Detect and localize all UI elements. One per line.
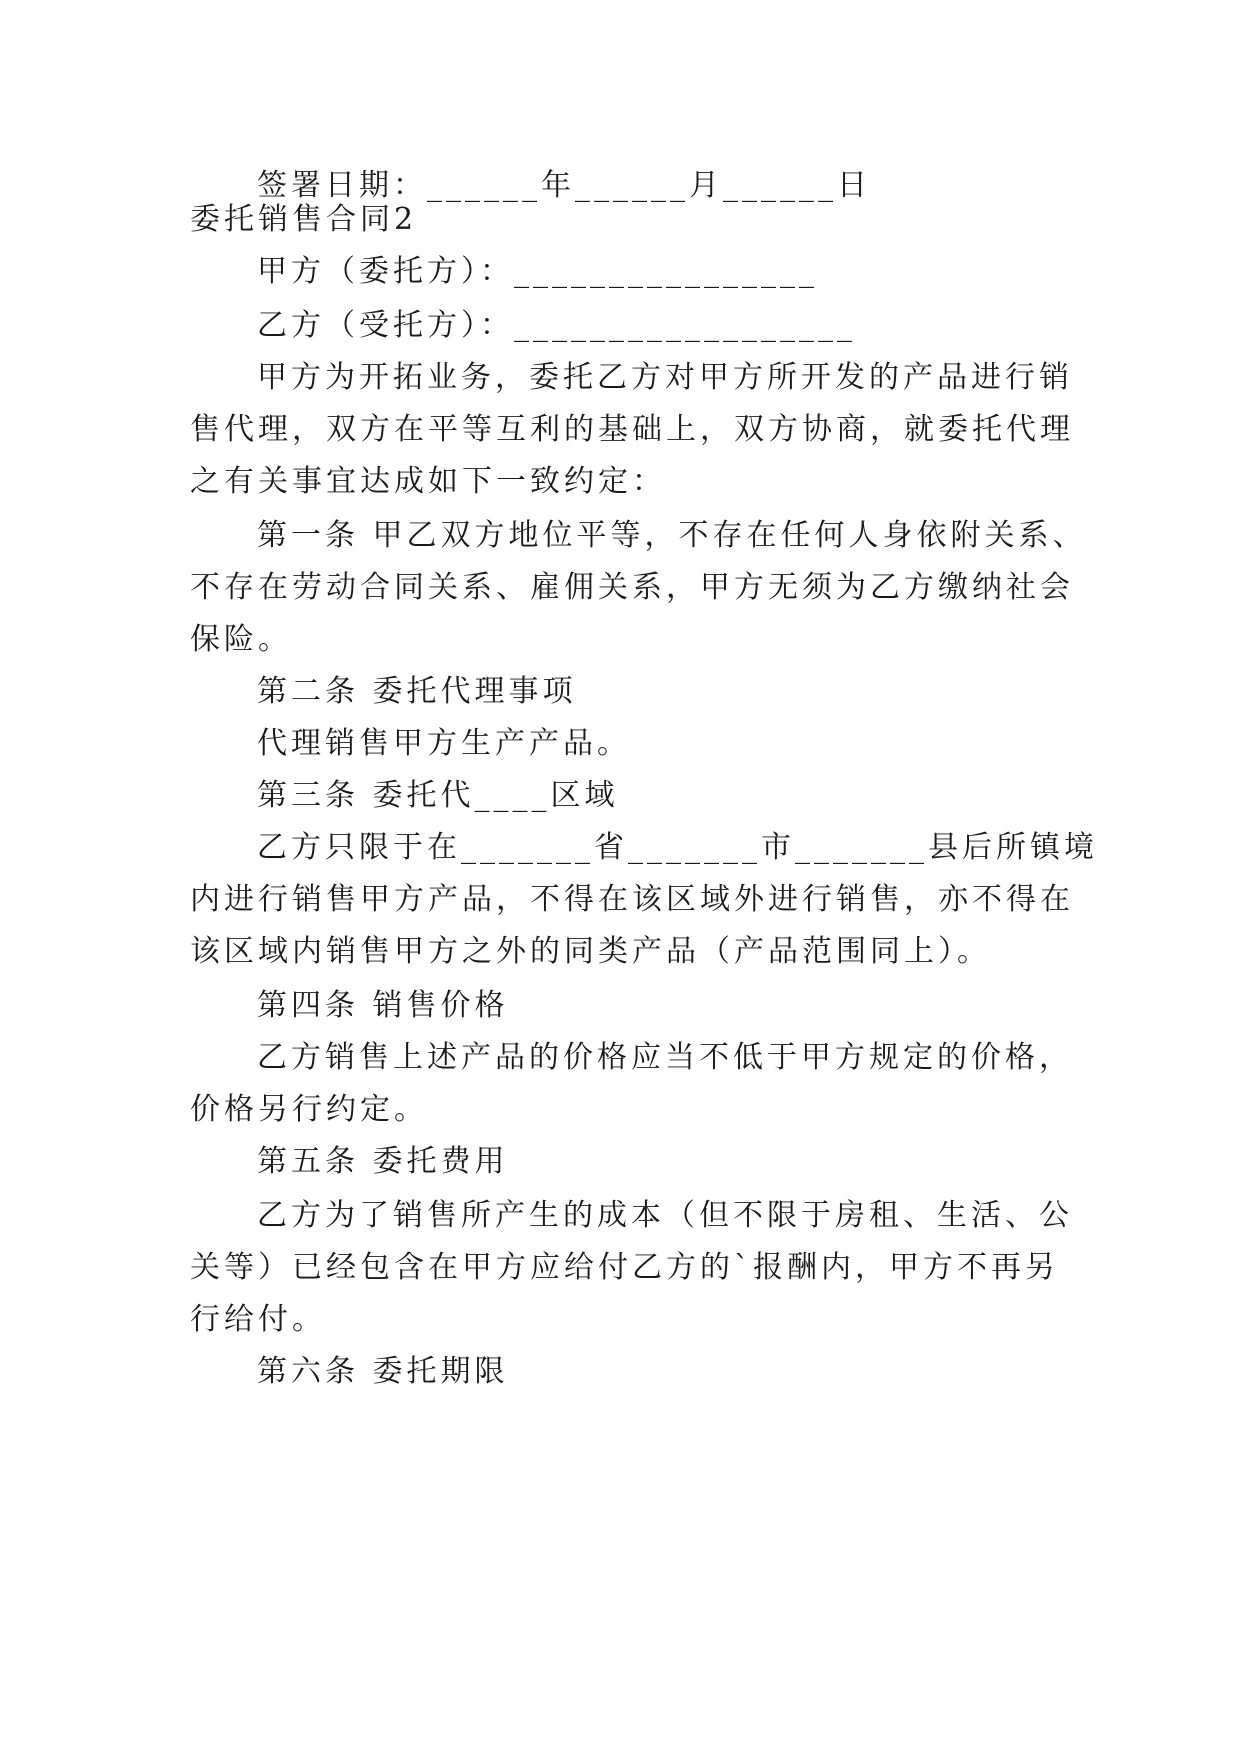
- preamble-line-3: 之有关事宜达成如下一致约定：: [190, 464, 666, 499]
- preamble-line-2: 售代理，双方在平等互利的基础上，双方协商，就委托代理: [190, 412, 1074, 447]
- article-3-heading: 第三条 委托代____区域: [257, 778, 619, 813]
- article-4-heading: 第四条 销售价格: [257, 988, 509, 1023]
- article-1-line-2: 不存在劳动合同关系、雇佣关系，甲方无须为乙方缴纳社会: [190, 570, 1074, 605]
- article-2-body: 代理销售甲方生产产品。: [257, 726, 631, 761]
- article-5-heading: 第五条 委托费用: [257, 1144, 509, 1179]
- article-5-line-2: 关等）已经包含在甲方应给付乙方的`报酬内，甲方不再另: [190, 1250, 1059, 1285]
- party-a-line: 甲方（委托方）：________________: [257, 254, 818, 289]
- article-6-heading: 第六条 委托期限: [257, 1354, 509, 1389]
- article-3-line-3: 该区域内销售甲方之外的同类产品（产品范围同上）。: [190, 934, 991, 969]
- preamble-line-1: 甲方为开拓业务，委托乙方对甲方所开发的产品进行销: [257, 360, 1073, 395]
- signing-date-line: 签署日期：______年______月______日: [257, 168, 871, 203]
- article-3-line-1: 乙方只限于在_______省_______市_______县后所镇境: [257, 830, 1098, 865]
- article-1-line-1: 第一条 甲乙双方地位平等，不存在任何人身依附关系、: [257, 518, 1087, 553]
- article-5-line-3: 行给付。: [190, 1302, 326, 1337]
- article-1-line-3: 保险。: [190, 622, 292, 657]
- article-4-line-2: 价格另行约定。: [190, 1092, 428, 1127]
- article-2-heading: 第二条 委托代理事项: [257, 674, 577, 709]
- article-5-line-1: 乙方为了销售所产生的成本（但不限于房租、生活、公: [257, 1198, 1073, 1233]
- article-3-line-2: 内进行销售甲方产品，不得在该区域外进行销售，亦不得在: [190, 882, 1074, 917]
- contract-title: 委托销售合同2: [190, 202, 418, 237]
- party-b-line: 乙方（受托方）：__________________: [257, 308, 856, 343]
- article-4-line-1: 乙方销售上述产品的价格应当不低于甲方规定的价格，: [257, 1040, 1073, 1075]
